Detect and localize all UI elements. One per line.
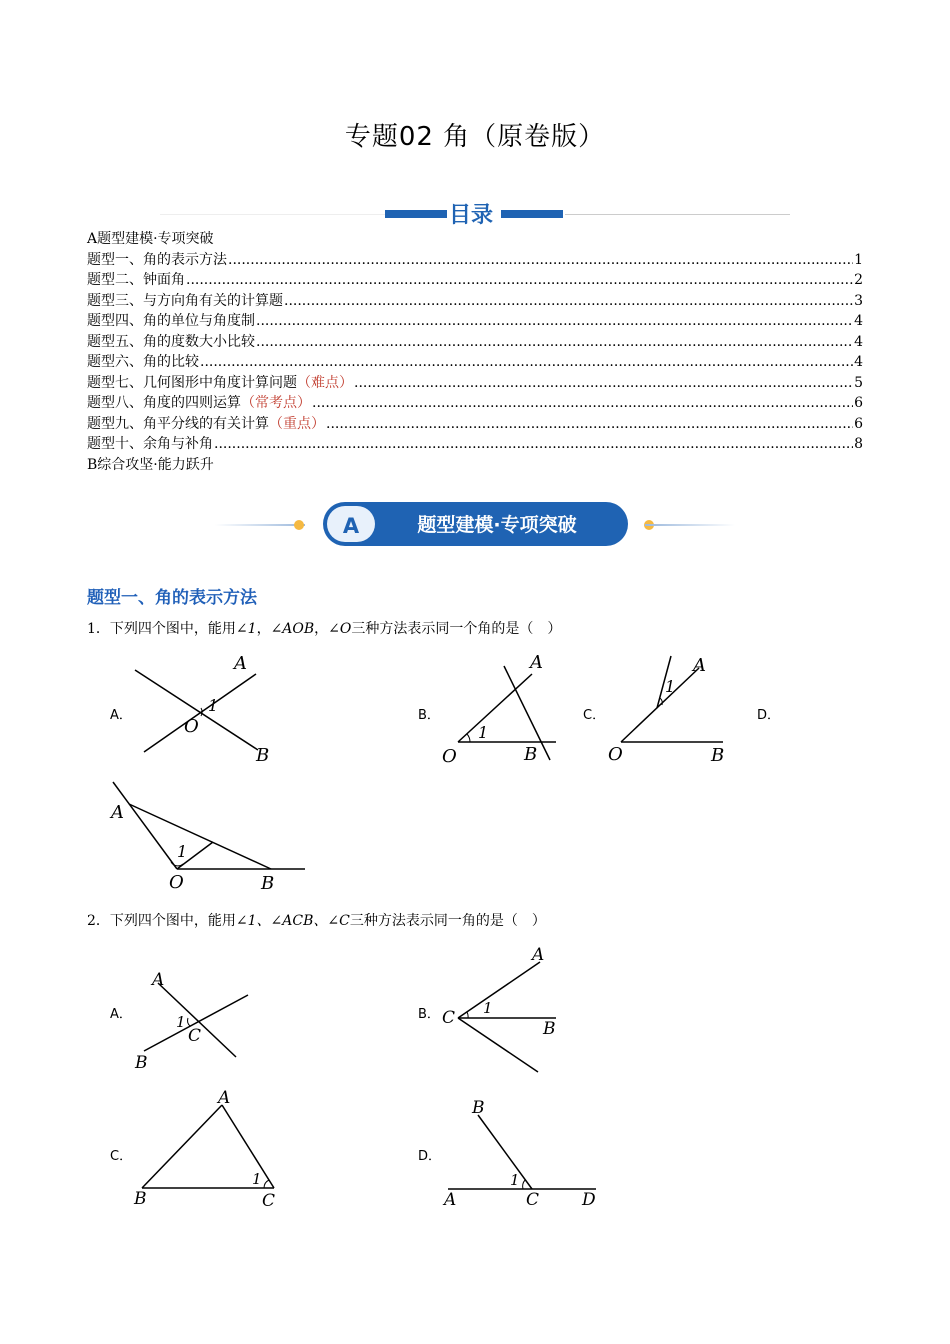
label-C: C [442, 1008, 456, 1028]
toc-item[interactable] [87, 352, 863, 373]
label-1: 1 [177, 842, 188, 861]
q1-figure-b [440, 648, 565, 768]
toc-rule-left [160, 214, 385, 215]
toc-item[interactable] [87, 311, 863, 332]
label-O: O [169, 872, 184, 893]
toc-item-page: 5 [854, 374, 863, 391]
line [222, 1105, 274, 1188]
label-C: C [262, 1191, 276, 1211]
q1-option-c[interactable]: C． [583, 708, 606, 723]
toc-heading-text: 目录 [449, 203, 494, 228]
toc-item-page: 4 [854, 333, 863, 350]
label-B: B [524, 744, 538, 765]
angle-arc [187, 1018, 190, 1026]
label-1: 1 [510, 1171, 520, 1189]
toc-item-label: 题型十、余角与补角 [87, 436, 213, 452]
toc-item-page: 4 [854, 354, 863, 370]
question-2: 2．下列四个图中，能用∠1、∠ACB、∠C三种方法表示同一角的是（ ） [87, 913, 546, 929]
q2-option-a[interactable]: A． [110, 1007, 132, 1022]
toc-leader-dots [256, 332, 853, 353]
toc-item-label: 题型五、角的度数大小比较 [87, 333, 255, 350]
toc-item-tag: （常考点） [241, 395, 311, 411]
label-A: A [444, 1190, 457, 1210]
toc-rule-right [565, 214, 790, 215]
banner-dot-left [294, 520, 304, 530]
toc-item-page: 3 [854, 292, 863, 309]
line [478, 1115, 532, 1189]
label-C: C [526, 1190, 540, 1210]
q2-option-c[interactable]: C． [110, 1149, 133, 1164]
toc-item[interactable] [87, 250, 863, 271]
toc-section-b[interactable]: B综合攻坚·能力跃升 [87, 456, 214, 473]
angle-arc [467, 734, 470, 742]
label-B: B [134, 1189, 147, 1209]
toc-leader-dots [256, 311, 853, 332]
toc-item-page: 1 [854, 251, 863, 268]
q2-option-b[interactable]: B． [418, 1007, 440, 1022]
toc-item-label: 题型四、角的单位与角度制 [87, 313, 255, 329]
toc-item[interactable] [87, 291, 863, 312]
label-B: B [711, 745, 725, 766]
label-A: A [218, 1088, 231, 1108]
label-A: A [530, 652, 543, 673]
table-of-contents [87, 229, 863, 475]
line [142, 1105, 222, 1188]
label-B: B [543, 1019, 556, 1039]
toc-leader-dots [214, 434, 853, 455]
q2-option-d[interactable]: D． [418, 1149, 442, 1164]
line [458, 962, 540, 1018]
banner-letter: A [342, 514, 360, 538]
label-B: B [472, 1098, 485, 1118]
toc-item-label: 题型六、角的比较 [87, 354, 199, 370]
toc-item-page: 6 [854, 395, 863, 411]
angle-arc [523, 1180, 525, 1189]
angle-arc [467, 1012, 468, 1018]
label-A: A [234, 653, 247, 674]
toc-section-a[interactable]: A题型建模·专项突破 [87, 231, 214, 247]
line [458, 674, 532, 742]
toc-item-page: 2 [854, 272, 863, 288]
label-O: O [608, 744, 623, 765]
label-A: A [152, 970, 165, 990]
toc-item[interactable] [87, 434, 863, 455]
label-A: A [532, 945, 545, 965]
label-1: 1 [483, 999, 493, 1017]
label-1: 1 [252, 1170, 262, 1188]
toc-item-page: 8 [854, 436, 863, 452]
section-title: 题型一、角的表示方法 [87, 588, 257, 608]
q1-option-d[interactable]: D． [757, 708, 781, 723]
q1-figure-c [605, 648, 730, 768]
toc-heading [385, 198, 565, 228]
toc-leader-dots [200, 352, 853, 373]
label-1: 1 [478, 723, 489, 742]
toc-item-label: 题型二、钟面角 [87, 272, 185, 288]
toc-item-label: 题型一、角的表示方法 [87, 251, 227, 268]
label-A: A [111, 802, 124, 823]
toc-heading-bar-left [385, 210, 447, 218]
toc-item[interactable] [87, 414, 863, 435]
label-O: O [442, 746, 457, 767]
toc-item-label: 题型八、角度的四则运算 [87, 395, 241, 411]
toc-item-label: 题型九、角平分线的有关计算 [87, 415, 269, 432]
toc-leader-dots [326, 414, 853, 435]
line [129, 804, 271, 869]
toc-item-tag: （难点） [297, 374, 353, 391]
q1-option-a[interactable]: A． [110, 708, 132, 723]
toc-item[interactable] [87, 332, 863, 353]
toc-leader-dots [312, 393, 853, 414]
q2-figure-b [440, 940, 570, 1080]
q1-number: 1． [87, 621, 110, 637]
q1-figure-d [105, 778, 315, 896]
q1-option-b[interactable]: B． [418, 708, 440, 723]
q1-figure-a [130, 648, 280, 768]
toc-item[interactable] [87, 393, 863, 414]
line [144, 674, 256, 752]
toc-heading-bar-right [501, 210, 563, 218]
line [135, 670, 258, 750]
label-1: 1 [176, 1013, 186, 1031]
q2-number: 2． [87, 913, 110, 929]
section-banner [215, 500, 735, 550]
toc-item-tag: （重点） [269, 415, 325, 432]
page-title: 专题02 角（原卷版） [344, 122, 606, 152]
label-B: B [135, 1053, 148, 1073]
label-O: O [184, 716, 199, 737]
label-B: B [261, 873, 275, 894]
line [458, 1018, 538, 1072]
label-B: B [256, 745, 270, 766]
line [113, 782, 177, 869]
toc-item[interactable] [87, 270, 863, 291]
angle-arc [264, 1180, 269, 1188]
toc-item-page: 6 [854, 415, 863, 432]
toc-item-label: 题型三、与方向角有关的计算题 [87, 292, 283, 309]
q2-figure-a [130, 965, 260, 1075]
label-1: 1 [208, 696, 219, 715]
banner-line-right [645, 524, 735, 526]
banner-line-left [215, 524, 305, 526]
toc-leader-dots [228, 250, 853, 271]
toc-item-page: 4 [854, 313, 863, 329]
line [621, 668, 699, 742]
toc-item[interactable] [87, 373, 863, 394]
toc-leader-dots [354, 373, 853, 394]
q2-figure-d [440, 1095, 605, 1215]
question-1: 1．下列四个图中，能用∠1，∠AOB，∠O三种方法表示同一个角的是（ ） [87, 621, 562, 637]
toc-leader-dots [186, 270, 853, 291]
banner-text: 题型建模·专项突破 [417, 514, 577, 536]
toc-item-label: 题型七、几何图形中角度计算问题 [87, 374, 297, 391]
label-1: 1 [665, 677, 676, 696]
toc-leader-dots [284, 291, 853, 312]
label-A: A [693, 655, 706, 676]
label-D: D [582, 1190, 596, 1210]
label-C: C [188, 1026, 202, 1046]
q2-figure-c [130, 1087, 290, 1212]
